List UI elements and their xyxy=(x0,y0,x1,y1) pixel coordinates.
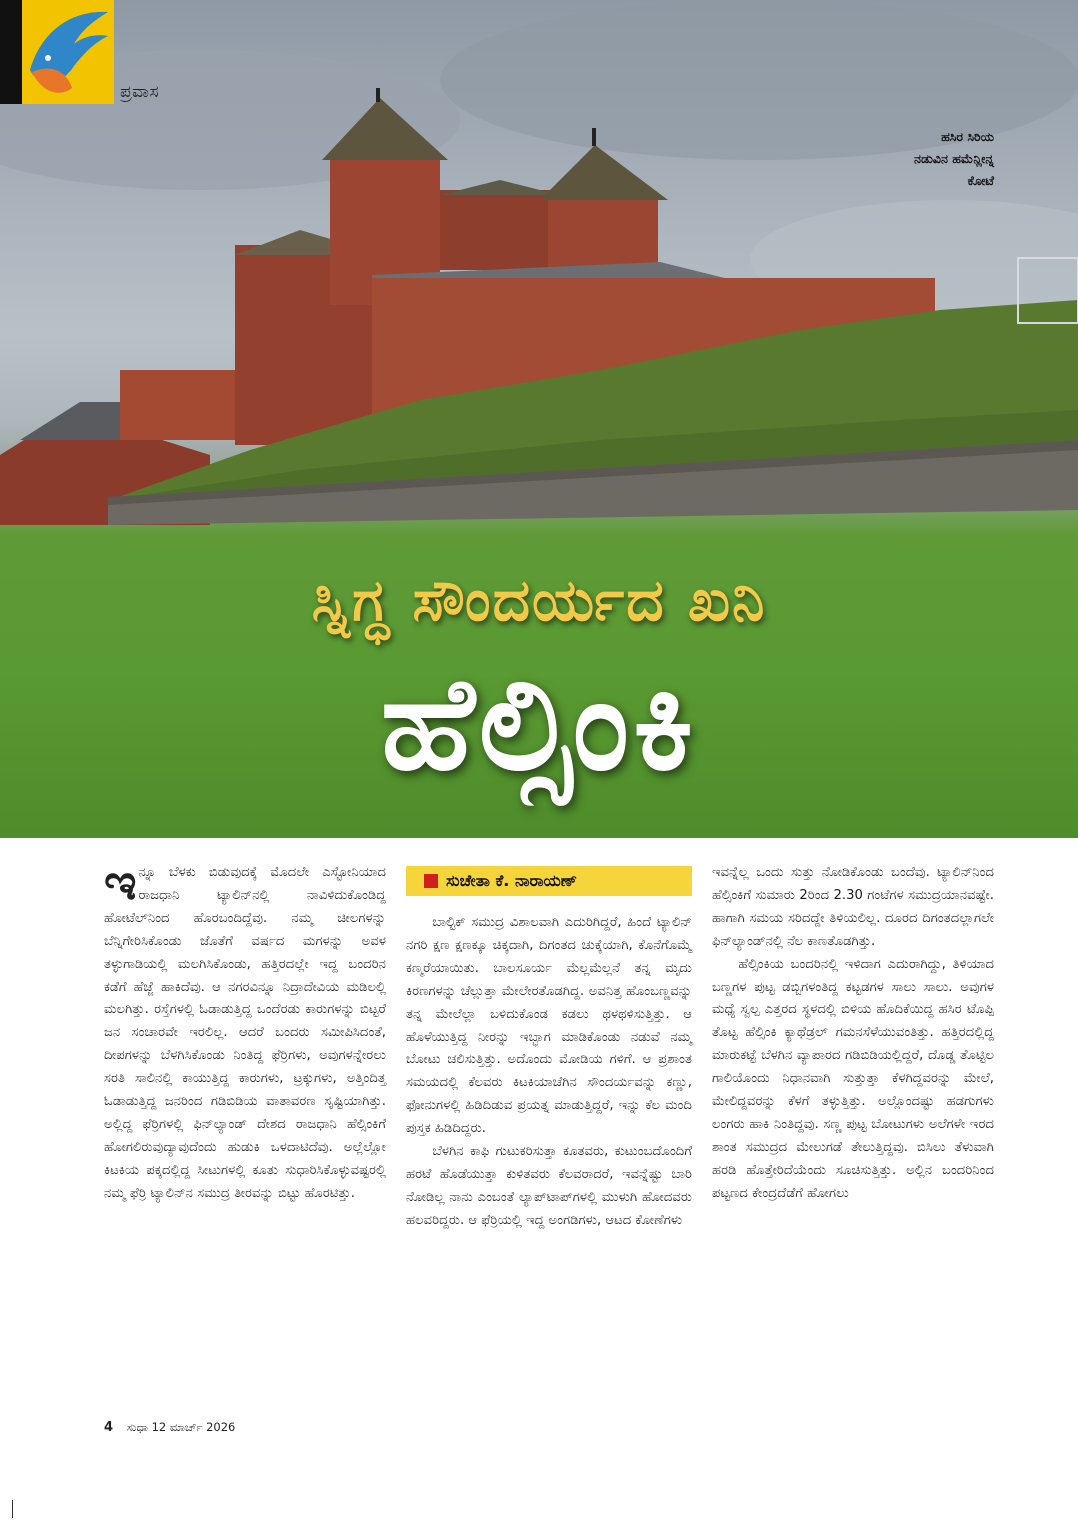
page-number: 4 xyxy=(104,1420,114,1435)
article-paragraph: ಬೆಳಗಿನ ಕಾಫಿ ಗುಟುಕರಿಸುತ್ತಾ ಕೂತವರು, ಕುಟುಂಬದೊಂದಿಗೆ ಹರಟೆ ಹೊಡೆಯುತ್ತಾ ಕುಳಿತವರು ಕೆಲವರಾದರೆ, ಇವನ್ನೆಷ್ಟು ಬಾರಿ ನೋಡಿಲ್ಲ ನಾನು ಎಂಬಂತೆ ಲ್ಯಾಪ್‌ಟಾಪ್‌ಗಳಲ್ಲಿ ಮುಳುಗಿ ಹೋದವರು ಹಲವರಿದ್ದರು. ಆ ಫೆರ್ರಿಯಲ್ಲಿ ಇದ್ದ ಅಂಗಡಿಗಳು, ಆಟದ ಕೋಣೆಗಳು xyxy=(406,1144,692,1228)
crop-mark xyxy=(12,1500,13,1518)
caption-line: ನಡುವಿನ ಹಮೆನ್ಲೀನ್ನ xyxy=(914,151,994,166)
article-paragraph: ಬಾಲ್ಟಿಕ್ ಸಮುದ್ರ ವಿಶಾಲವಾಗಿ ಎದುರಿಗಿದ್ದರೆ, ಹಿಂದೆ ಟ್ಯಾಲಿನ್ ನಗರಿ ಕ್ಷಣ ಕ್ಷಣಕ್ಕೂ ಚಿಕ್ಕದಾಗಿ, ದಿಗಂತದ ಚುಕ್ಕೆಯಾಗಿ, ಕೊನೆಗೊಮ್ಮೆ ಕಣ್ಮರೆಯಾಯಿತು. ಬಾಲಸೂರ್ಯ ಮೆಲ್ಲಮೆಲ್ಲನೆ ತನ್ನ ಮೃದು ಕಿರಣಗಳನ್ನು ಚೆಲ್ಲುತ್ತಾ ಮೇಲೇರತೊಡಗಿದ್ದ. ಅವನಿತ್ತ ಹೊಂಬಣ್ಣವನ್ನು ತನ್ನ ಮೇಲೆಲ್ಲಾ ಬಳಿದುಕೊಂಡ ಕಡಲು ಥಳಥಳಿಸುತ್ತಿತ್ತು. ಆ ಹೊಳೆಯುತ್ತಿದ್ದ ನೀರನ್ನು ಇಬ್ಭಾಗ ಮಾಡಿಕೊಂಡು ನಡುವೆ ನಮ್ಮ ಬೋಟು ಚಲಿಸುತ್ತಿತ್ತು. ಅದೊಂದು ಮೋಡಿಯ ಗಳಿಗೆ. ಆ ಪ್ರಶಾಂತ ಸಮಯದಲ್ಲಿ ಕೆಲವರು ಕಿಟಕಿಯಾಚೆಗಿನ ಸೌಂದರ್ಯವನ್ನು ಕಣ್ಣು, ಫೋನುಗಳಲ್ಲಿ ಹಿಡಿದಿಡುವ ಪ್ರಯತ್ನ ಮಾಡುತ್ತಿದ್ದರೆ, ಇನ್ನು ಕೆಲ ಮಂದಿ ಪುಸ್ತಕ ಹಿಡಿದಿದ್ದರು. xyxy=(406,915,692,1137)
page-footer xyxy=(104,1420,235,1435)
headline-line-1: ಸ್ನಿಗ್ಧ ಸೌಂದರ್ಯದ ಖನಿ xyxy=(311,566,767,634)
article-column-3 xyxy=(712,862,994,1206)
article-paragraph: ಹೆಲ್ಸಿಂಕಿಯ ಬಂದರಿನಲ್ಲಿ ಇಳಿದಾಗ ಎದುರಾಗಿದ್ದು, ತಿಳಿಯಾದ ಬಣ್ಣಗಳ ಪುಟ್ಟ ಡಬ್ಬಿಗಳಂತಿದ್ದ ಕಟ್ಟಡಗಳ ಸಾಲು ಸಾಲು. ಅವುಗಳ ಮಧ್ಯೆ ಸ್ವಲ್ಪ ಎತ್ತರದ ಸ್ಥಳದಲ್ಲಿ ಬಿಳಿಯ ಹೊದಿಕೆಯಿದ್ದ ಹಸಿರ ಟೊಪ್ಪಿ ತೊಟ್ಟ ಹೆಲ್ಸಿಂಕಿ ಕ್ಯಾಥೆಡ್ರಲ್ ಗಮನಸೆಳೆಯುವಂತಿತ್ತು. ಹತ್ತಿರದಲ್ಲಿದ್ದ ಮಾರುಕಟ್ಟೆ ಬೆಳಗಿನ ವ್ಯಾಪಾರದ ಗಡಿಬಿಡಿಯಲ್ಲಿದ್ದರೆ, ದೊಡ್ಡ ತೊಟ್ಟಿಲ ಗಾಲಿಯೊಂದು ನಿಧಾನವಾಗಿ ಸುತ್ತುತ್ತಾ ಕೆಳಗಿದ್ದವರನ್ನು ಮೇಲೆ, ಮೇಲಿದ್ದವರನ್ನು ಕೆಳಗೆ ತಳ್ಳುತ್ತಿತ್ತು. ಅಲ್ಲೊಂದಷ್ಟು ಹಡಗುಗಳು ಲಂಗರು ಹಾಕಿ ನಿಂತಿದ್ದವು. ಸಣ್ಣ ಪುಟ್ಟ ಬೋಟುಗಳು ಅಲೆಗಳೇ ಇರದ ಶಾಂತ ಸಮುದ್ರದ ಮೇಲುಗಡೆ ತೇಲುತ್ತಿದ್ದವು. ಬಿಸಿಲು ತೆಳುವಾಗಿ ಹರಡಿ ಹೊತ್ತೇರಿದೆಯೆಂದು ಸೂಚಿಸುತ್ತಿತ್ತು. ಅಲ್ಲಿನ ಬಂದರಿನಿಂದ ಪಟ್ಟಣದ ಕೇಂದ್ರದೆಡೆಗೆ ಹೋಗಲು xyxy=(712,956,994,1201)
headline-line-2: ಹೆಲ್ಸಿಂಕಿ xyxy=(380,650,698,799)
drop-cap: ಇ xyxy=(104,853,137,911)
logo-sidebar xyxy=(0,0,22,104)
author-byline xyxy=(406,866,692,896)
caption-line: ಕೋಟೆ xyxy=(967,173,994,188)
article-column-2 xyxy=(406,912,692,1233)
article-paragraph: ಇನ್ನೂ ಬೆಳಕು ಬಿಡುವುದಕ್ಕೆ ಮೊದಲೇ ಎಸ್ಟೋನಿಯಾದ ರಾಜಧಾನಿ ಟ್ಯಾಲಿನ್‌ನಲ್ಲಿ ನಾವಿಳಿದುಕೊಂಡಿದ್ದ ಹೋಟೆಲ್‌ನಿಂದ ಹೊರಬಂದಿದ್ದೆವು. ನಮ್ಮ ಚೀಲಗಳನ್ನು ಬೆನ್ನಿಗೇರಿಸಿಕೊಂಡು ಜೊತೆಗೆ ವರ್ಷದ ಮಗಳನ್ನು ಅವಳ ತಳ್ಳುಗಾಡಿಯಲ್ಲಿ ಮಲಗಿಸಿಕೊಂಡು, ಹತ್ತಿರದಲ್ಲೇ ಇದ್ದ ಬಂದರಿನ ಕಡೆಗೆ ಹೆಜ್ಜೆ ಹಾಕಿದೆವು. ಆ ನಗರವಿನ್ನೂ ನಿದ್ರಾದೇವಿಯ ಮಡಿಲಲ್ಲಿ ಮಲಗಿತ್ತು. ರಸ್ತೆಗಳಲ್ಲಿ ಓಡಾಡುತ್ತಿದ್ದ ಒಂದೆರಡು ಕಾರುಗಳನ್ನು ಬಿಟ್ಟರೆ ಜನ ಸಂಚಾರವೇ ಇರಲಿಲ್ಲ. ಆದರೆ ಬಂದರು ಸಮೀಪಿಸಿದಂತೆ, ದೀಪಗಳನ್ನು ಬೆಳಗಿಸಿಕೊಂಡು ನಿಂತಿದ್ದ ಫೆರ್ರಿಗಳು, ಅವುಗಳನ್ನೇರಲು ಸರತಿ ಸಾಲಿನಲ್ಲಿ ಕಾಯುತ್ತಿದ್ದ ಕಾರುಗಳು, ಟ್ರಕ್ಕುಗಳು, ಅತ್ತಿಂದಿತ್ತ ಓಡಾಡುತ್ತಿದ್ದ ಜನರಿಂದ ಗಡಿಬಿಡಿಯ ವಾತಾವರಣ ಸೃಷ್ಟಿಯಾಗಿತ್ತು. ಅಲ್ಲಿದ್ದ ಫೆರ್ರಿಗಳಲ್ಲಿ ಫಿನ್‌ಲ್ಯಾಂಡ್ ದೇಶದ ರಾಜಧಾನಿ ಹೆಲ್ಸಿಂಕಿಗೆ ಹೋಗಲಿರುವುದ್ಯಾವುದೆಂದು ಹುಡುಕಿ ಒಳದಾಟಿದೆವು. ಅಲ್ಲೆಲ್ಲೋ ಕಿಟಕಿಯ ಪಕ್ಕದಲ್ಲಿದ್ದ ಸೀಟುಗಳಲ್ಲಿ ಕೂತು ಸುಧಾರಿಸಿಕೊಳ್ಳುವಷ್ಟರಲ್ಲಿ ನಮ್ಮ ಫೆರ್ರಿ ಟ್ಯಾಲಿನ್‌ನ ಸಮುದ್ರ ತೀರವನ್ನು ಬಿಟ್ಟು ಹೊರಟಿತ್ತು. xyxy=(104,853,386,1201)
red-square-icon xyxy=(424,874,438,888)
bird-logo-icon xyxy=(22,0,114,104)
article-paragraph: ಇವನ್ನೆಲ್ಲ ಒಂದು ಸುತ್ತು ನೋಡಿಕೊಂಡು ಬಂದೆವು. ಟ್ಯಾಲಿನ್‌ನಿಂದ ಹೆಲ್ಸಿಂಕಿಗೆ ಸುಮಾರು 2ರಿಂದ 2.30 ಗಂಟೆಗಳ ಸಮುದ್ರಯಾನವಷ್ಟೇ. ಹಾಗಾಗಿ ಸಮಯ ಸರಿದದ್ದೇ ತಿಳಿಯಲಿಲ್ಲ. ದೂರದ ದಿಗಂತದಲ್ಲಾಗಲೇ ಫಿನ್‌ಲ್ಯಾಂಡ್‌ನಲ್ಲಿ ನೆಲ ಕಾಣತೊಡಗಿತ್ತು. xyxy=(712,865,994,949)
article-column-1 xyxy=(104,853,386,1206)
photo-caption xyxy=(794,126,994,192)
caption-line: ಹಸಿರ ಸಿರಿಯ xyxy=(941,129,994,144)
issue-info: ಸುಧಾ 12 ಮಾರ್ಚ್ 2026 xyxy=(126,1420,236,1434)
author-name: ಸುಚೇತಾ ಕೆ. ನಾರಾಯಣ್ xyxy=(446,871,577,890)
section-label: ಪ್ರವಾಸ xyxy=(120,82,160,102)
